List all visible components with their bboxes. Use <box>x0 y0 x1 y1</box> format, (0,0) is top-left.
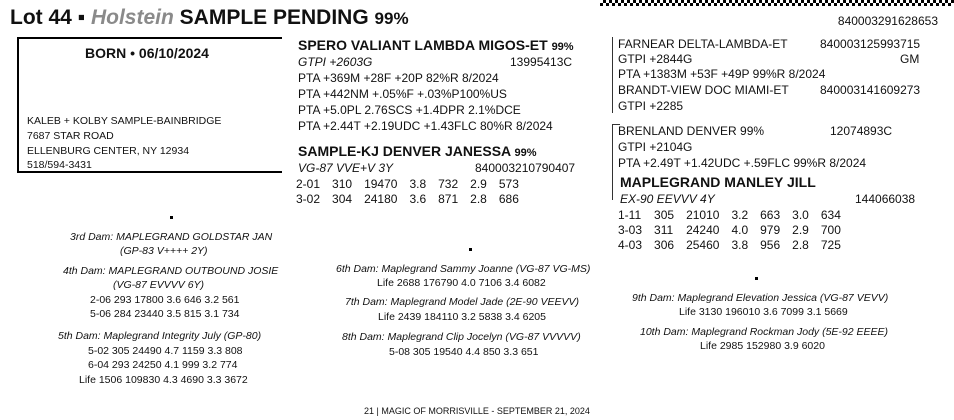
sires-sire-name: FARNEAR DELTA-LAMBDA-ET <box>618 37 788 51</box>
table-row <box>618 208 853 223</box>
bullet-dot <box>469 248 472 251</box>
page-footer: 21 | MAGIC OF MORRISVILLE - SEPTEMBER 21, 2024 <box>364 406 590 416</box>
ext-dam-line: 2-06 293 17800 3.6 646 3.2 561 <box>90 294 240 306</box>
lot-header <box>10 6 409 30</box>
ext-dam-line: (VG-87 EVVVV 6Y) <box>113 279 205 291</box>
sire-name <box>298 37 574 53</box>
sire-gtpi: GTPI +2603G <box>298 55 373 69</box>
separator: ▪ <box>77 6 91 29</box>
owner-line: 518/594-3431 <box>27 159 92 171</box>
cell: 4.0 <box>731 223 749 237</box>
cell: 1-11 <box>618 208 642 222</box>
sire-name-text: SPERO VALIANT LAMBDA MIGOS-ET <box>298 37 548 53</box>
cell: 19470 <box>364 177 398 191</box>
owner-line: ELLENBURG CENTER, NY 12934 <box>27 145 190 157</box>
cell: 956 <box>760 238 781 252</box>
dam-pct: 99% <box>514 147 537 159</box>
dams-sire-pct: 99% <box>740 124 765 138</box>
dams-dam-name: MAPLEGRAND MANLEY JILL <box>620 174 816 190</box>
bullet-dot <box>170 216 173 219</box>
cell: 2-01 <box>296 177 321 191</box>
bullet-dot <box>755 277 758 280</box>
ext-dam-line: 5-06 284 23440 3.5 815 3.1 734 <box>90 308 240 320</box>
pedigree-bracket <box>612 124 613 200</box>
cell: 686 <box>498 192 519 206</box>
cell: 24240 <box>686 223 720 237</box>
status-pct: 99% <box>374 9 409 28</box>
sire-pta-line: PTA +369M +28F +20P 82%R 8/2024 <box>298 71 499 85</box>
cell: 732 <box>438 177 459 191</box>
ext-dam-line: 6th Dam: Maplegrand Sammy Joanne (VG-87 VG-MS) <box>336 263 591 275</box>
cell: 3.8 <box>409 177 427 191</box>
ext-dam-line: Life 2439 184110 3.2 5838 3.4 6205 <box>378 311 546 323</box>
birth-owner-box <box>17 37 282 173</box>
sire-pta-line: PTA +5.0PL 2.76SCS +1.4DPR 2.1%DCE <box>298 103 521 117</box>
owner-line: 7687 STAR ROAD <box>27 130 114 142</box>
sires-sire-reg: 840003125993715 <box>820 37 921 51</box>
ext-dam-line: (GP-83 V++++ 2Y) <box>120 245 208 257</box>
lot-number: Lot 44 <box>10 6 72 29</box>
dams-sire-name-text: BRENLAND DENVER <box>618 124 737 138</box>
pedigree-bracket <box>612 37 613 113</box>
cell: 4-03 <box>618 238 643 252</box>
ext-dam-line: Life 2688 176790 4.0 7106 3.4 6082 <box>377 277 546 289</box>
sires-sire-tag: GM <box>900 52 920 66</box>
owner-line: KALEB + KOLBY SAMPLE-BAINBRIDGE <box>27 115 222 127</box>
sires-dam-name: BRANDT-VIEW DOC MIAMI-ET <box>618 83 789 97</box>
cell: 21010 <box>686 208 720 222</box>
checker-border <box>600 0 954 6</box>
cell: 634 <box>820 208 841 222</box>
cell: 2.8 <box>792 238 809 252</box>
sires-dam-gtpi: GTPI +2285 <box>618 99 684 113</box>
sires-sire-gtpi: GTPI +2844G <box>618 52 693 66</box>
dams-sire-name <box>618 124 764 138</box>
cell: 311 <box>654 223 674 237</box>
birth-date: BORN • 06/10/2024 <box>85 45 209 61</box>
dams-sire-gtpi: GTPI +2104G <box>618 140 693 154</box>
cell: 310 <box>332 177 353 191</box>
ext-dam-line: Life 2985 152980 3.9 6020 <box>700 340 825 352</box>
cell: 725 <box>820 238 841 252</box>
sires-dam-reg: 840003141609273 <box>820 83 921 97</box>
dam-name <box>298 143 537 159</box>
ext-dam-line: 5th Dam: Maplegrand Integrity July (GP-80) <box>58 330 262 342</box>
dam-name-text: SAMPLE-KJ DENVER JANESSA <box>298 143 511 159</box>
cell: 3-03 <box>618 223 643 237</box>
cell: 2.8 <box>470 192 487 206</box>
cell: 304 <box>332 192 353 206</box>
cell: 2.9 <box>792 223 809 237</box>
ext-dam-line: 8th Dam: Maplegrand Clip Jocelyn (VG-87 VVVVV) <box>342 331 581 343</box>
table-row <box>618 223 853 238</box>
dam-classification: VG-87 VVE+V 3Y <box>298 161 394 175</box>
dams-dam-classification: EX-90 EEVVV 4Y <box>620 192 715 206</box>
dams-dam-records <box>618 208 853 253</box>
cell: 306 <box>654 238 675 252</box>
cell: 305 <box>654 208 675 222</box>
ext-dam-line: 10th Dam: Maplegrand Rockman Jody (5E-92 EEEE) <box>640 326 889 338</box>
cell: 2.9 <box>470 177 487 191</box>
ext-dam-line: 3rd Dam: MAPLEGRAND GOLDSTAR JAN <box>70 231 273 243</box>
cell: 663 <box>760 208 781 222</box>
ext-dam-line: 6-04 293 24250 4.1 999 3.2 774 <box>88 359 238 371</box>
sire-reg: 13995413C <box>510 55 573 69</box>
sire-pta-line: PTA +2.44T +2.19UDC +1.43FLC 80%R 8/2024 <box>298 119 553 133</box>
ext-dam-line: 5-08 305 19540 4.4 850 3.3 651 <box>389 346 539 358</box>
registration-number: 840003291628653 <box>837 14 938 28</box>
sire-pct: 99% <box>551 41 574 53</box>
dam-reg: 840003210790407 <box>475 161 576 175</box>
ext-dam-line: 4th Dam: MAPLEGRAND OUTBOUND JOSIE <box>63 265 279 277</box>
cell: 3.0 <box>792 208 809 222</box>
ext-dam-line: 5-02 305 24490 4.7 1159 3.3 808 <box>88 345 243 357</box>
ext-dam-line: 7th Dam: Maplegrand Model Jade (2E-90 VEEVV) <box>345 296 580 308</box>
status: SAMPLE PENDING <box>179 6 369 29</box>
ext-dam-line: Life 3130 196010 3.6 7099 3.1 5669 <box>679 306 848 318</box>
cell: 3-02 <box>296 192 321 206</box>
dams-sire-reg: 12074893C <box>830 124 893 138</box>
table-row <box>296 177 531 192</box>
dams-sire-pta: PTA +2.49T +1.42UDC +.59FLC 99%R 8/2024 <box>618 156 867 170</box>
cell: 3.2 <box>731 208 749 222</box>
ext-dam-line: Life 1506 109830 4.3 4690 3.3 3672 <box>79 374 248 386</box>
cell: 24180 <box>364 192 398 206</box>
ext-dam-line: 9th Dam: Maplegrand Elevation Jessica (VG-87 VEVV) <box>632 292 889 304</box>
cell: 871 <box>438 192 459 206</box>
dams-dam-reg: 144066038 <box>855 192 916 206</box>
table-row <box>618 238 853 253</box>
sires-sire-pta: PTA +1383M +53F +49P 99%R 8/2024 <box>618 67 826 81</box>
cell: 3.6 <box>409 192 427 206</box>
table-row <box>296 192 531 207</box>
cell: 3.8 <box>731 238 749 252</box>
breed: Holstein <box>90 6 174 29</box>
cell: 700 <box>820 223 841 237</box>
cell: 25460 <box>686 238 720 252</box>
cell: 979 <box>760 223 781 237</box>
dam-records <box>296 177 531 207</box>
cell: 573 <box>498 177 519 191</box>
sire-pta-line: PTA +442NM +.05%F +.03%P100%US <box>298 87 507 101</box>
